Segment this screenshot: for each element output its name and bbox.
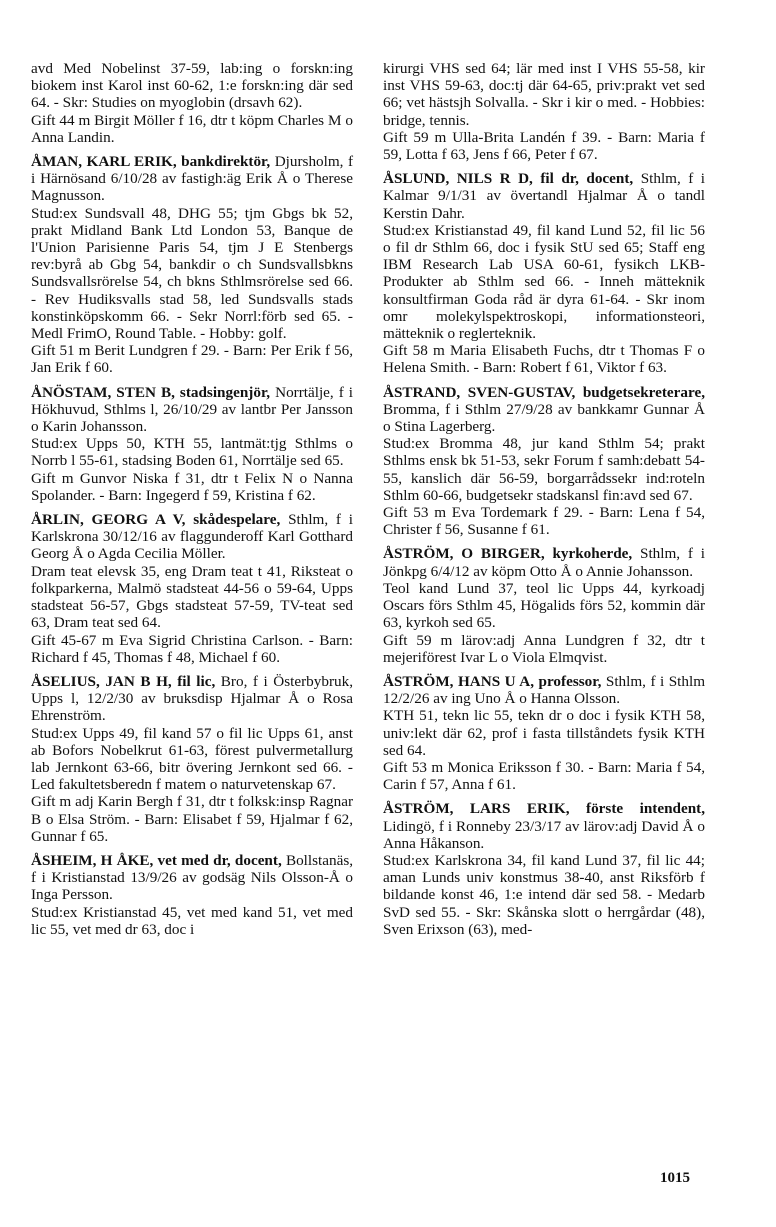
entry-text: Gift 59 m Ulla-Brita Landén f 39. - Barn: Maria f 59, Lotta f 63, Jens f 66, Peter f 67. xyxy=(383,128,705,164)
entry-text: Stud:ex Upps 50, KTH 55, lantmät:tjg Sthlms o Norrb l 55-61, stadsing Boden 61, Norrtälje sed 65. xyxy=(31,435,353,470)
entry-text: Dram teat elevsk 35, eng Dram teat t 41, Riksteat o folkparkerna, Malmö stadsteat 44-56 o 59-64, Upps stadsteat 56-57, Gbgs stadsteat 57-59, TV-teat sed 63, Dram teat sed 64. xyxy=(31,562,353,632)
biography-entry xyxy=(31,384,353,504)
entry-text: Gift 45-67 m Eva Sigrid Christina Carlson. - Barn: Richard f 45, Thomas f 48, Michael f 60. xyxy=(31,631,353,666)
person-title: stadsingenjör, xyxy=(179,383,271,401)
entry-paragraph xyxy=(31,205,353,343)
entry-text: Stud:ex Sundsvall 48, DHG 55; tjm Gbgs bk 52, prakt Midland Bank Ltd London 53, Banque de l'Union Parisienne Paris 54, tjm J E Stenbergs rev:byrå ab Gbg 54, bankdir o ch Sundsvallsbkns Sundsvallsrörelse 54, ch bkns Sthlmsrörelse sed 66. - Rev Hudiksvalls stad 58, led Sundsvalls stads konstinköpskomm 66. - Sekr Norrl:förb sed 65. - Medl FrimO, Round Table. - Hobby: golf. xyxy=(31,204,353,343)
entry-text: Stud:ex Karlskrona 34, fil kand Lund 37, fil lic 44; aman Lunds univ konstmus 38-40, anst Riksförb f bildande konst 46, 1:e intend där sed 58. - Medarb SvD sed 55. - Skr: Skånska slott o herrgårdar (48), Sven Erixson (63), med- xyxy=(383,851,705,938)
entry-text: Djursholm, f i Härnösand 6/10/28 av fastigh:äg Erik Å o Therese Magnusson. xyxy=(31,153,354,205)
entry-paragraph xyxy=(383,545,705,579)
entry-paragraph xyxy=(383,504,705,538)
biography-entry xyxy=(383,673,705,793)
entry-paragraph xyxy=(31,511,353,563)
person-name: ÅNÖSTAM, STEN B, xyxy=(31,383,175,401)
entry-text: Gift 53 m Monica Eriksson f 30. - Barn: Maria f 54, Carin f 57, Anna f 61. xyxy=(383,758,705,794)
person-title: professor, xyxy=(538,672,602,690)
entry-paragraph xyxy=(31,793,353,845)
entry-text: Sthlm, f i Sthlm 12/2/26 av ing Uno Å o Hanna Olsson. xyxy=(383,672,706,708)
entry-paragraph xyxy=(31,904,353,938)
person-name: ÅSTRÖM, HANS U A, xyxy=(383,672,535,690)
entry-paragraph xyxy=(31,632,353,666)
entry-paragraph xyxy=(383,435,705,504)
entry-paragraph xyxy=(31,60,353,112)
entry-text: Gift m Gunvor Niska f 31, dtr t Felix N o Nanna Spolander. - Barn: Ingegerd f 59, Kristina f 62. xyxy=(31,469,353,504)
person-title: budgetsekreterare, xyxy=(582,383,706,401)
entry-paragraph xyxy=(383,129,705,163)
page-number: 1015 xyxy=(660,1170,690,1186)
biography-entry xyxy=(383,170,705,376)
entry-text: Gift 51 m Berit Lundgren f 29. - Barn: Per Erik f 56, Jan Erik f 60. xyxy=(31,342,353,377)
person-title: vet med dr, docent, xyxy=(157,851,282,869)
biography-entry xyxy=(31,60,353,146)
biography-entry xyxy=(31,153,353,377)
entry-text: Teol kand Lund 37, teol lic Upps 44, kyrkoadj Oscars förs Sthlm 45, Högalids förs 52, kommin där 63, kyrkoh sed 65. xyxy=(383,579,705,632)
entry-paragraph xyxy=(31,852,353,904)
person-name: ÅSTRAND, SVEN-GUSTAV, xyxy=(383,383,576,401)
entry-text: Gift 58 m Maria Elisabeth Fuchs, dtr t Thomas F o Helena Smith. - Barn: Robert f 61, Viktor f 63. xyxy=(383,342,705,377)
person-name: ÅSELIUS, JAN B H, xyxy=(31,672,172,690)
person-name: ÅSTRÖM, LARS ERIK, xyxy=(383,800,570,818)
entry-text: avd Med Nobelinst 37-59, lab:ing o forskn:ing biokem inst Karol inst 60-62, 1:e forskn:ing där sed 64. - Skr: Studies on myoglobin (drsavh 62). xyxy=(31,60,353,112)
person-title: kyrkoherde, xyxy=(552,545,633,563)
entry-text: Norrtälje, f i Hökhuvud, Sthlms l, 26/10/29 av lantbr Per Jansson o Karin Johansson. xyxy=(31,383,354,436)
entry-text: Sthlm, f i Karlskrona 30/12/16 av flaggunderoff Karl Gotthard Georg Å o Agda Cecilia Möller. xyxy=(31,511,353,563)
entry-paragraph xyxy=(383,852,705,938)
entry-text: Bro, f i Österbybruk, Upps l, 12/2/30 av bruksdisp Hjalmar Å o Rosa Ehrenström. xyxy=(31,672,353,725)
entry-text: Stud:ex Kristianstad 49, fil kand Lund 52, fil lic 56 o fil dr Sthlm 66, doc i fysik StU sed 65; Staff eng IBM Research Lab USA 60-61, fysikch LKB-Produkter ab Sthlm sed 66. - Inneh mätteknik konsultfirman Goda råd är dyra 61-64. - Skr inom omr molekylspektroskopi, informationsteori, mätteknik o reglerteknik. xyxy=(383,221,705,343)
entry-paragraph xyxy=(383,342,705,376)
biography-entry xyxy=(383,384,705,539)
entry-paragraph xyxy=(383,384,705,436)
person-name: ÅSLUND, NILS R D, xyxy=(383,170,533,188)
entry-paragraph xyxy=(383,707,705,759)
entry-paragraph xyxy=(31,725,353,794)
entry-text: kirurgi VHS sed 64; lär med inst I VHS 55-58, kir inst VHS 59-63, doc:tj där 64-65, priv:prakt vet sed 66; vet hästsjh Solvalla. - Skr i kir o med. - Hobbies: bridge, tennis. xyxy=(383,60,705,129)
person-title: bankdirektör, xyxy=(181,153,271,171)
entry-paragraph xyxy=(31,470,353,504)
entry-text: Gift 59 m lärov:adj Anna Lundgren f 32, dtr t mejeriförest Ivar L o Viola Elmqvist. xyxy=(383,631,705,666)
entry-text: Sthlm, f i Jönkpg 6/4/12 av köpm Otto Å o Annie Johansson. xyxy=(383,545,706,580)
entry-paragraph xyxy=(31,563,353,632)
entry-paragraph xyxy=(383,580,705,632)
entry-paragraph xyxy=(383,673,705,707)
entry-text: Stud:ex Kristianstad 45, vet med kand 51, vet med lic 55, vet med dr 63, doc i xyxy=(31,903,353,938)
entry-paragraph xyxy=(31,153,353,205)
person-title: fil lic, xyxy=(177,672,216,690)
entry-paragraph xyxy=(383,60,705,129)
entry-paragraph xyxy=(383,222,705,342)
entry-text: Gift 44 m Birgit Möller f 16, dtr t köpm Charles M o Anna Landin. xyxy=(31,111,353,146)
entry-text: Stud:ex Bromma 48, jur kand Sthlm 54; prakt Sthlms ensk bk 51-53, sekr Forum f samh:debatt 54-55, kanslich där 56-59, borgarrådssekr ind:roteln Sthlm 60-66, budgetsekr stadskansl fin:avd sed 67. xyxy=(383,435,705,504)
left-column xyxy=(31,60,353,945)
entry-paragraph xyxy=(31,384,353,436)
entry-paragraph xyxy=(383,632,705,666)
right-column xyxy=(383,60,705,945)
entry-text: Bromma, f i Sthlm 27/9/28 av bankkamr Gunnar Å o Stina Lagerberg. xyxy=(383,400,705,436)
person-name: ÅMAN, KARL ERIK, xyxy=(31,153,177,171)
entry-paragraph xyxy=(31,342,353,376)
person-title: skådespelare, xyxy=(193,511,281,529)
entry-paragraph xyxy=(31,112,353,146)
biography-entry xyxy=(31,673,353,845)
biography-entry xyxy=(383,545,705,665)
entry-text: Lidingö, f i Ronneby 23/3/17 av lärov:adj David Å o Anna Håkanson. xyxy=(383,817,705,852)
person-name: ÅSTRÖM, O BIRGER, xyxy=(383,545,545,563)
entry-paragraph xyxy=(31,435,353,469)
biography-entry xyxy=(383,800,705,938)
entry-text: Gift 53 m Eva Tordemark f 29. - Barn: Lena f 54, Christer f 56, Susanne f 61. xyxy=(383,504,705,539)
entry-paragraph xyxy=(31,673,353,725)
biography-entry xyxy=(383,60,705,163)
entry-paragraph xyxy=(383,170,705,222)
entry-text: KTH 51, tekn lic 55, tekn dr o doc i fysik KTH 58, univ:lekt där 62, prof i fasta tillståndets fysik KTH sed 64. xyxy=(383,707,705,759)
entry-paragraph xyxy=(383,800,705,852)
person-name: ÅSHEIM, H ÅKE, xyxy=(31,851,154,869)
biography-entry xyxy=(31,852,353,938)
entry-text: Gift m adj Karin Bergh f 31, dtr t folksk:insp Ragnar B o Elsa Ström. - Barn: Elisabet f 59, Hjalmar f 62, Gunnar f 65. xyxy=(31,793,353,845)
entry-text: Sthlm, f i Kalmar 9/1/31 av övertandl Hjalmar Å o tandl Kerstin Dahr. xyxy=(383,170,706,222)
person-name: ÅRLIN, GEORG A V, xyxy=(31,511,186,529)
person-title: förste intendent, xyxy=(586,800,706,818)
entry-text: Bollstanäs, f i Kristianstad 13/9/26 av godsäg Nils Olsson-Å o Inga Persson. xyxy=(31,851,354,904)
entry-paragraph xyxy=(383,759,705,793)
biography-entry xyxy=(31,511,353,666)
person-title: fil dr, docent, xyxy=(540,170,634,188)
entry-text: Stud:ex Upps 49, fil kand 57 o fil lic Upps 61, anst ab Bofors Nobelkrut 61-63, förest pulvermetallurg lab Jernkont 63-66, bitr övering Jernkont sed 66. - Led fakultetsberedn f matem o naturvetenskap 67. xyxy=(31,724,353,794)
